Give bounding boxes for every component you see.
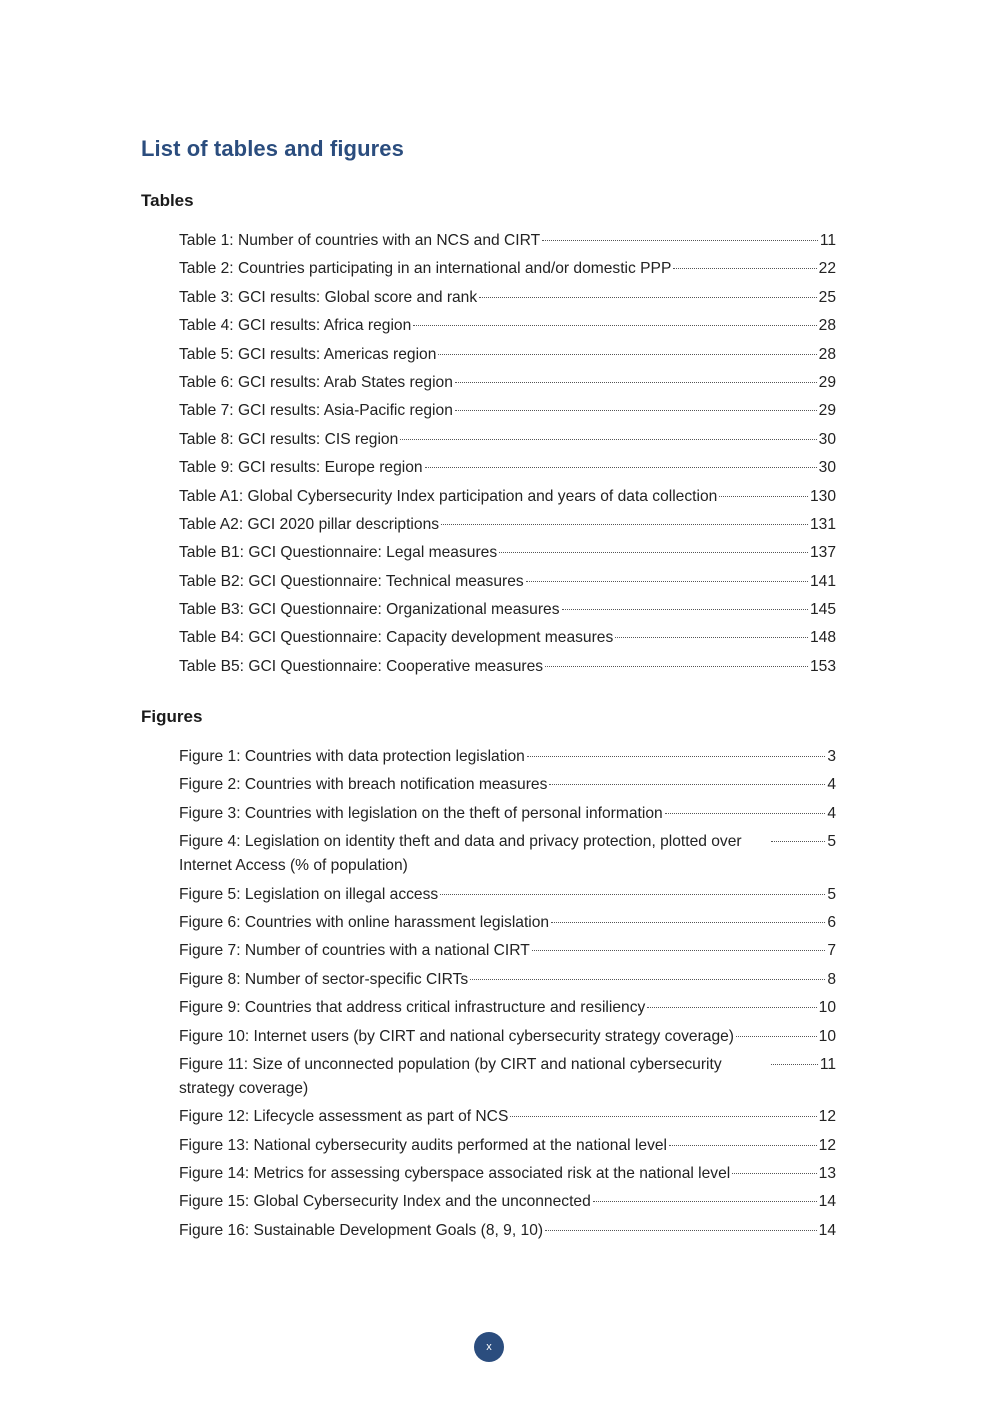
table-entry-page: 28: [818, 317, 836, 335]
dot-leader: [527, 756, 825, 757]
figure-entry-page: 5: [827, 833, 836, 851]
dot-leader: [510, 1116, 816, 1117]
figures-list: [179, 745, 836, 1247]
figure-entry[interactable]: [179, 1053, 836, 1101]
figures-heading: Figures: [141, 707, 203, 726]
figure-entry[interactable]: [179, 773, 836, 797]
dot-leader: [732, 1173, 816, 1174]
figure-entry-page: 10: [818, 999, 836, 1017]
dot-leader: [413, 325, 816, 326]
figure-entry-page: 7: [827, 942, 836, 960]
figure-entry[interactable]: [179, 1105, 836, 1129]
dot-leader: [736, 1036, 817, 1037]
table-entry-title: Table 6: GCI results: Arab States region: [179, 373, 453, 391]
figure-entry[interactable]: [179, 802, 836, 826]
figure-entry-title: Figure 12: Lifecycle assessment as part of NCS: [179, 1108, 509, 1126]
dot-leader: [425, 467, 817, 468]
dot-leader: [719, 496, 808, 497]
dot-leader: [479, 297, 816, 298]
table-entry[interactable]: [179, 343, 836, 367]
page-number-badge: [474, 1332, 504, 1362]
table-entry-page: 153: [809, 657, 836, 675]
figure-entry[interactable]: [179, 968, 836, 992]
table-entry-page: 148: [809, 629, 836, 647]
tables-heading: Tables: [141, 191, 194, 210]
figure-entry-title: Figure 6: Countries with online harassment legislation: [179, 913, 550, 931]
figure-entry-page: 5: [827, 885, 836, 903]
figure-entry-title: Figure 7: Number of countries with a national CIRT: [179, 942, 530, 960]
figure-entry[interactable]: [179, 745, 836, 769]
table-entry-title: Table 9: GCI results: Europe region: [179, 459, 423, 477]
table-entry-page: 29: [818, 402, 836, 420]
figure-entry[interactable]: [179, 939, 836, 963]
dot-leader: [532, 950, 826, 951]
table-entry-page: 145: [809, 601, 836, 619]
dot-leader: [771, 841, 825, 842]
table-entry-title: Table A1: Global Cybersecurity Index participation and years of data collection: [179, 487, 718, 505]
table-entry[interactable]: [179, 314, 836, 338]
dot-leader: [545, 666, 808, 667]
table-entry-title: Table 1: Number of countries with an NCS and CIRT: [179, 232, 541, 249]
dot-leader: [455, 382, 817, 383]
page-number: x: [486, 1341, 492, 1353]
figure-entry-title: Figure 2: Countries with breach notification measures: [179, 776, 548, 794]
table-entry-page: 29: [818, 373, 836, 391]
table-entry-title: Table B1: GCI Questionnaire: Legal measures: [179, 544, 498, 562]
table-entry-page: 11: [819, 232, 836, 249]
table-entry[interactable]: [179, 286, 836, 310]
dot-leader: [593, 1201, 817, 1202]
figure-entry[interactable]: [179, 911, 836, 935]
table-entry-title: Table 4: GCI results: Africa region: [179, 317, 412, 335]
figure-entry-title: Figure 3: Countries with legislation on the theft of personal information: [179, 804, 663, 822]
dot-leader: [441, 524, 808, 525]
figure-entry-page: 4: [827, 804, 836, 822]
dot-leader: [615, 637, 808, 638]
figure-entry-page: 3: [827, 748, 836, 765]
figure-entry-page: 6: [827, 913, 836, 931]
figure-entry[interactable]: [179, 1162, 836, 1186]
table-entry-title: Table B5: GCI Questionnaire: Cooperative measures: [179, 657, 544, 675]
table-entry-page: 131: [809, 515, 836, 533]
dot-leader: [440, 894, 825, 895]
figure-entry-title: Figure 8: Number of sector-specific CIRTs: [179, 970, 469, 988]
table-entry-title: Table B3: GCI Questionnaire: Organizational measures: [179, 601, 560, 619]
tables-list: [179, 229, 836, 683]
dot-leader: [470, 979, 825, 980]
figure-entry-page: 8: [827, 970, 836, 988]
dot-leader: [673, 268, 816, 269]
dot-leader: [562, 609, 808, 610]
page-title: List of tables and figures: [141, 136, 404, 161]
figure-entry-page: 13: [818, 1165, 836, 1183]
dot-leader: [665, 813, 826, 814]
figure-entry-title: Figure 4: Legislation on identity theft and data and privacy protection, plotted over Internet Access (% of population): [179, 833, 742, 875]
dot-leader: [551, 922, 825, 923]
dot-leader: [771, 1064, 818, 1065]
figure-entry-page: 14: [818, 1193, 836, 1211]
figure-entry[interactable]: [179, 1219, 836, 1243]
table-entry-page: 28: [818, 345, 836, 363]
table-entry-title: Table 5: GCI results: Americas region: [179, 345, 437, 363]
table-entry[interactable]: [179, 229, 836, 253]
figure-entry-title: Figure 15: Global Cybersecurity Index and the unconnected: [179, 1193, 591, 1211]
figure-entry-title: Figure 11: Size of unconnected population (by CIRT and national cybersecurity strategy coverage): [179, 1055, 722, 1097]
figure-entry-title: Figure 16: Sustainable Development Goals (8, 9, 10): [179, 1221, 544, 1239]
figure-entry-title: Figure 10: Internet users (by CIRT and national cybersecurity strategy coverage): [179, 1027, 735, 1045]
table-entry-title: Table 3: GCI results: Global score and rank: [179, 288, 478, 306]
table-entry-title: Table B2: GCI Questionnaire: Technical measures: [179, 572, 524, 590]
table-entry[interactable]: [179, 399, 836, 423]
table-entry[interactable]: [179, 456, 836, 480]
figure-entry[interactable]: [179, 1134, 836, 1158]
table-entry[interactable]: [179, 598, 836, 622]
table-entry-page: 22: [818, 260, 836, 278]
table-entry[interactable]: [179, 371, 836, 395]
table-entry[interactable]: [179, 428, 836, 452]
table-entry-page: 130: [809, 487, 836, 505]
figure-entry-page: 11: [819, 1055, 836, 1073]
table-entry[interactable]: [179, 257, 836, 281]
figure-entry-title: Figure 9: Countries that address critical infrastructure and resiliency: [179, 999, 646, 1017]
figure-entry[interactable]: [179, 883, 836, 907]
table-entry-page: 30: [818, 459, 836, 477]
dot-leader: [526, 581, 808, 582]
table-entry-title: Table 2: Countries participating in an international and/or domestic PPP: [179, 260, 672, 278]
figure-entry-title: Figure 5: Legislation on illegal access: [179, 885, 439, 903]
figure-entry-page: 10: [818, 1027, 836, 1045]
figure-entry-title: Figure 13: National cybersecurity audits performed at the national level: [179, 1136, 667, 1154]
figure-entry[interactable]: [179, 1025, 836, 1049]
dot-leader: [669, 1145, 817, 1146]
table-entry[interactable]: [179, 513, 836, 537]
dot-leader: [499, 552, 808, 553]
dot-leader: [549, 784, 825, 785]
figure-entry-page: 12: [818, 1108, 836, 1126]
figure-entry-title: Figure 1: Countries with data protection legislation: [179, 748, 525, 765]
table-entry[interactable]: [179, 541, 836, 565]
figure-entry-page: 12: [818, 1136, 836, 1154]
table-entry-title: Table B4: GCI Questionnaire: Capacity development measures: [179, 629, 614, 647]
figure-entry[interactable]: [179, 1190, 836, 1214]
dot-leader: [542, 240, 818, 241]
table-entry-title: Table 7: GCI results: Asia-Pacific region: [179, 402, 453, 420]
table-entry-title: Table A2: GCI 2020 pillar descriptions: [179, 515, 440, 533]
figure-entry-title: Figure 14: Metrics for assessing cyberspace associated risk at the national level: [179, 1165, 731, 1183]
figure-entry[interactable]: [179, 996, 836, 1020]
table-entry-page: 137: [809, 544, 836, 562]
table-entry-title: Table 8: GCI results: CIS region: [179, 430, 399, 448]
table-entry-page: 25: [818, 288, 836, 306]
dot-leader: [400, 439, 816, 440]
dot-leader: [647, 1007, 816, 1008]
figure-entry-page: 4: [827, 776, 836, 794]
dot-leader: [545, 1230, 817, 1231]
table-entry[interactable]: [179, 570, 836, 594]
dot-leader: [455, 410, 817, 411]
dot-leader: [438, 354, 816, 355]
table-entry[interactable]: [179, 485, 836, 509]
table-entry[interactable]: [179, 626, 836, 650]
table-entry[interactable]: [179, 655, 836, 679]
figure-entry-page: 14: [818, 1221, 836, 1239]
figure-entry[interactable]: [179, 830, 836, 878]
table-entry-page: 141: [809, 572, 836, 590]
table-entry-page: 30: [818, 430, 836, 448]
